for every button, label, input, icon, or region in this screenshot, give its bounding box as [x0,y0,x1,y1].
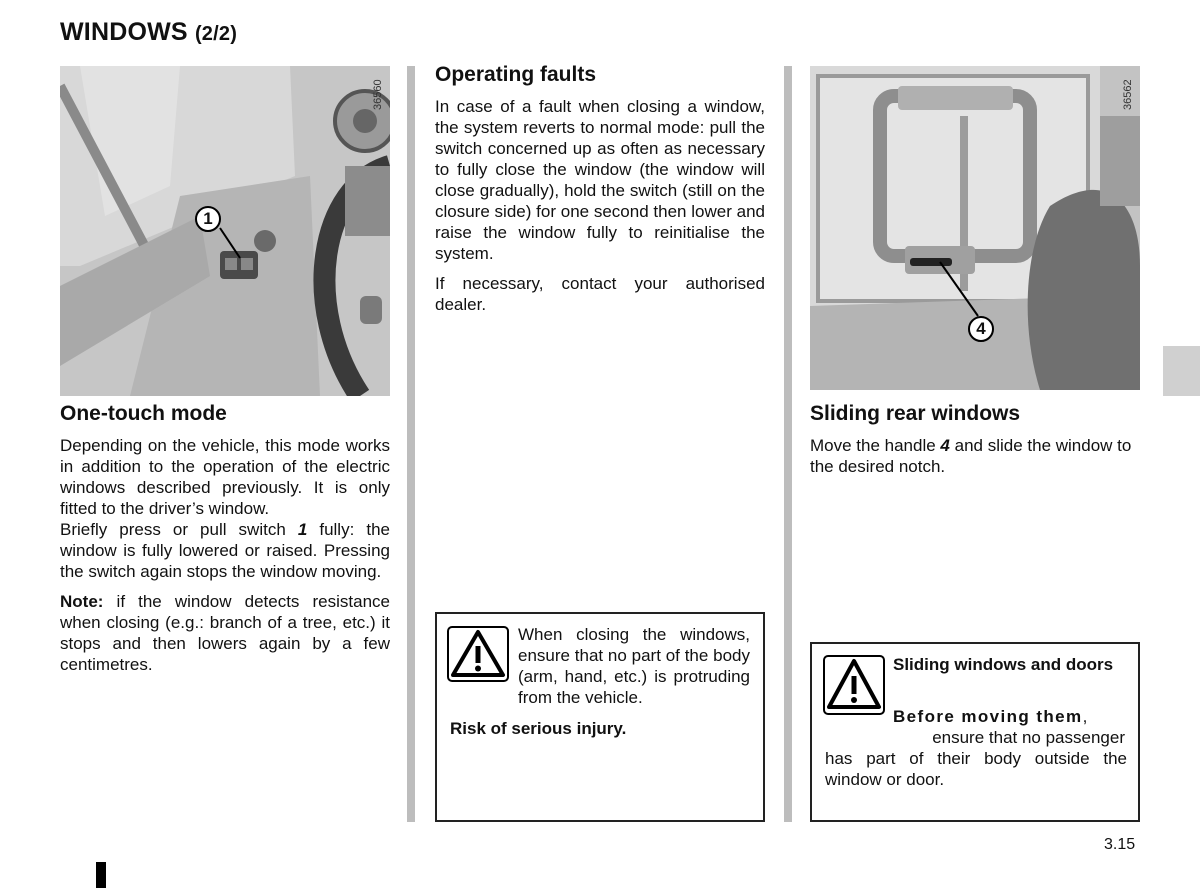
title-subtitle: (2/2) [194,23,238,45]
warning-right-line2: ensure that no passenger [932,728,1125,747]
sliding-window-photo [810,66,1140,390]
callout-4-label: 4 [976,319,986,338]
warning-right-lead-bold: Before moving them [893,707,1083,726]
handle-number: 4 [940,436,950,455]
faults-p2: If necessary, contact your authorised dealer. [435,274,765,314]
sliding-p-pre: Move the handle [810,436,941,455]
figure-ref-left: 36560 [372,79,384,110]
note-label: Note: [60,592,104,611]
crop-mark [96,862,106,888]
warning-triangle-icon-right [823,655,885,715]
driver-door-photo [60,66,390,396]
figure-ref-right: 36562 [1122,79,1134,110]
switch-number: 1 [297,520,308,539]
one-touch-p2-post: fully: the window is fully lowered or raised. Pressing the switch again stops the window moving. [60,520,390,581]
page-number: 3.15 [1104,836,1136,853]
column-separator-right [784,66,792,822]
sliding-p-post: and slide the window to the desired notch. [810,436,1132,476]
chapter-tab [1163,346,1200,396]
sliding-body [810,435,1140,477]
callout-4 [968,316,994,342]
warning-center-bold: Risk of serious injury. [450,719,627,738]
one-touch-body [60,435,390,675]
page-title [60,18,237,47]
sliding-heading: Sliding rear windows [810,402,1021,425]
faults-body [435,96,765,315]
warning-right-comma: , [1082,707,1089,726]
note-text: if the window detects resistance when closing (e.g.: branch of a tree, etc.) it stops and then lowers again by a few centimetres. [60,592,390,674]
warning-right-title: Sliding windows and doors [893,655,1114,674]
callout-1-label: 1 [203,209,213,228]
warning-box-right [810,642,1140,822]
sliding-p [810,435,1140,477]
one-touch-p1-text: Depending on the vehicle, this mode works in addition to the operation of the electric windows described previously. It is only fitted to the driver’s window. [60,436,390,518]
warning-center-text: When closing the windows, ensure that no part of the body (arm, hand, etc.) is protruding from the vehicle. [518,625,750,707]
warning-triangle-icon [447,626,509,682]
one-touch-heading: One-touch mode [60,402,227,425]
sliding-window-illustration [810,66,1140,390]
faults-p1: In case of a fault when closing a window, the system reverts to normal mode: pull the switch concerned up as often as necessary to fully close the window (the window will close gradually), hold the switch (still on the closure side) for one second then lower and raise the window fully to reinitialise the system. [435,97,765,263]
faults-heading: Operating faults [435,63,597,86]
title-text: WINDOWS [60,18,188,46]
warning-right-lead [893,706,1125,727]
one-touch-p1 [60,435,390,582]
one-touch-p2-pre: Briefly press or pull switch [60,520,298,539]
callout-1 [195,206,221,232]
warning-right-rest: has part of their body outside the window or door. [825,749,1127,789]
driver-door-illustration [60,66,390,396]
column-separator-left [407,66,415,822]
warning-box-center [435,612,765,822]
one-touch-note [60,591,390,675]
